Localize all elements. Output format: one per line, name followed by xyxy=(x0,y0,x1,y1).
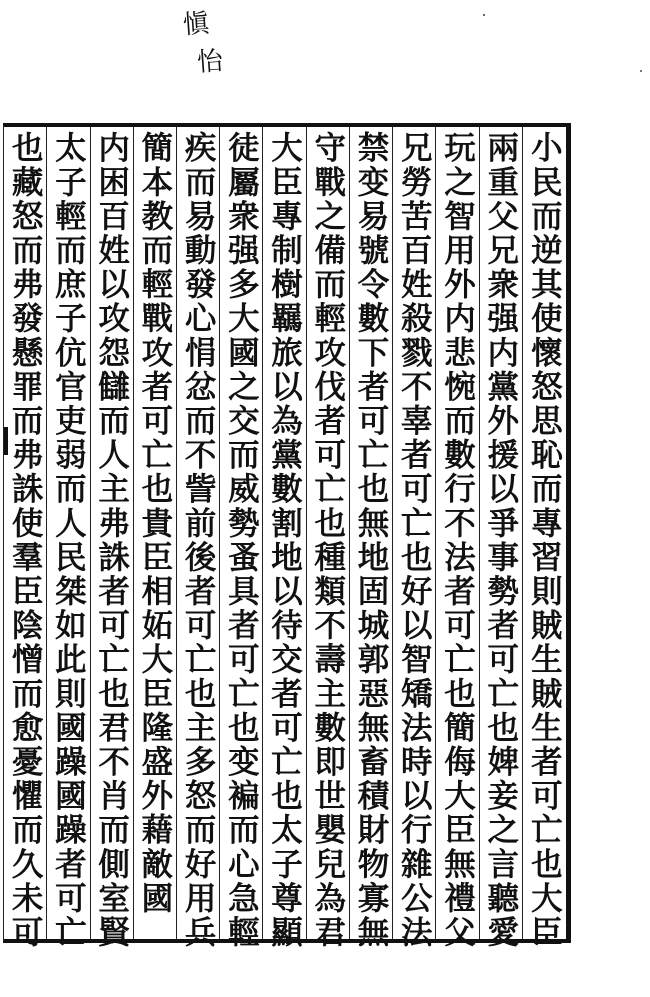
column-text: 守戰之備而輕攻伐者可亡也種類不壽主數即世嬰兒為君 xyxy=(309,131,347,950)
column-text: 禁变易號令數下者可亡也無地固城郭惡無畜積財物寡無 xyxy=(353,131,391,950)
margin-note xyxy=(183,8,227,98)
column-text: 兩重父兄衆强内黨外援以爭事勢者可亡也婢妾之言聽愛 xyxy=(482,131,520,950)
text-column-2 xyxy=(480,127,523,950)
column-text: 簡本教而輕戰攻者可亡也貴臣相妬大臣隆盛外藉敵國 xyxy=(136,131,174,916)
column-text: 徒屬衆强多大國之交而威勢蚤具者可亡也变褊而心急輕 xyxy=(223,131,261,950)
margin-note-line-1: 愼 xyxy=(182,8,211,41)
column-text: 大臣專制樹羈旅以為黨數割地以待交者可亡也太子尊顯 xyxy=(266,131,304,950)
column-text: 内困百姓以攻怨讎而人主弗誅者可亡也君不肖而側室賢 xyxy=(93,131,131,950)
text-column-12 xyxy=(47,127,90,950)
scan-speck xyxy=(483,14,485,16)
text-column-3 xyxy=(436,127,479,950)
margin-note-line-2: 怡 xyxy=(195,46,225,79)
text-column-4 xyxy=(393,127,436,950)
text-column-6 xyxy=(307,127,350,950)
column-text: 疾而易動發心悁忿而不訾前後者可亡也主多怒而好用兵 xyxy=(180,131,218,950)
text-column-1 xyxy=(523,127,566,950)
text-column-11 xyxy=(91,127,134,950)
text-columns xyxy=(4,127,566,950)
text-column-8 xyxy=(220,127,263,950)
column-text: 玩之智用外内悲惋而數行不法者可亡也簡侮大臣無禮父 xyxy=(439,131,477,950)
scan-speck xyxy=(640,70,642,72)
text-column-5 xyxy=(350,127,393,950)
column-text: 也藏怒而弗發懸罪而弗誅使羣臣陰憎而愈憂懼而久未可 xyxy=(7,131,45,950)
column-text: 兄勞苦百姓殺戮不辜者可亡也好以智矯法時以行雜公法 xyxy=(396,131,434,950)
text-column-9 xyxy=(177,127,220,950)
text-column-13 xyxy=(4,127,47,950)
text-column-10 xyxy=(134,127,177,939)
column-text: 小民而逆其使懷怒思恥而專習則賊生賊生者可亡也大臣 xyxy=(526,131,564,950)
column-text: 太子輕而庶子伉官吏弱而人民桀如此則國躁國躁者可亡 xyxy=(50,131,88,950)
text-column-7 xyxy=(263,127,306,950)
